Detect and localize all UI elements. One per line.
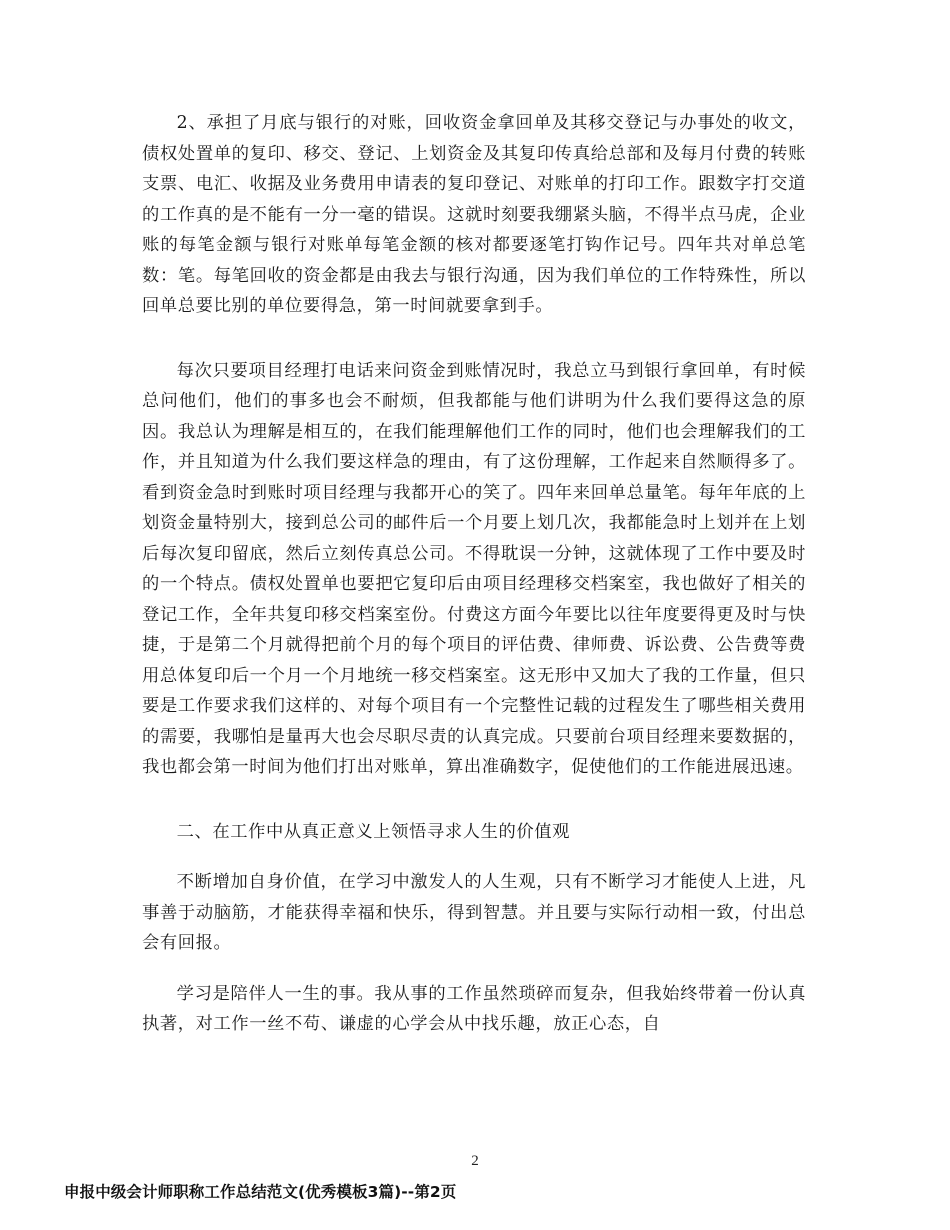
- paragraph-spacer: [142, 847, 806, 867]
- paragraph-bank-reconciliation: 2、承担了月底与银行的对账，回收资金拿回单及其移交登记与办事处的收文，债权处置单的复印、移交、登记、上划资金及其复印传真给总部和及每月付费的转账支票、电汇、收据及业务费用申请表的复印登记、对账单的打印工作。跟数字打交道的工作真的是不能有一分一毫的错误。这就时刻要我绷紧头脑，不得半点马虎，企业账的每笔金额与银行对账单每笔金额的核对都要逐笔打钩作记号。四年共对单总笔数：笔。每笔回收的资金都是由我去与银行沟通，因为我们单位的工作特殊性，所以回单总要比别的单位要得急，第一时间就要拿到手。: [142, 113, 806, 316]
- paragraph-lifelong-learning: 学习是陪伴人一生的事。我从事的工作虽然琐碎而复杂，但我始终带着一份认真执著，对工作一丝不苟、谦虚的心学会从中找乐趣，放正心态，自: [142, 983, 806, 1034]
- footer-document-title: 申报中级会计师职称工作总结范文(优秀模板3篇)--第2页: [64, 1183, 457, 1201]
- page-number: 2: [471, 1153, 479, 1169]
- paragraph-spacer: [142, 959, 806, 979]
- section-heading-life-values: 二、在工作中从真正意义上领悟寻求人生的价值观: [176, 821, 570, 842]
- paragraph-spacer: [142, 322, 806, 356]
- document-body: [142, 108, 806, 1040]
- paragraph-project-manager-receipts: 每次只要项目经理打电话来问资金到账情况时，我总立马到银行拿回单，有时候总问他们，他们的事多也会不耐烦，但我都能与他们讲明为什么我们要得这急的原因。我总认为理解是相互的，在我们能理解他们工作的同时，他们也会理解我们的工作，并且知道为什么我们要这样急的理由，有了这份理解，工作起来自然顺得多了。看到资金急时到账时项目经理与我都开心的笑了。四年来回单总量笔。每年年底的上划资金量特别大，接到总公司的邮件后一个月要上划几次，我都能急时上划并在上划后每次复印留底，然后立刻传真总公司。不得耽误一分钟，这就体现了工作中要及时的一个特点。债权处置单也要把它复印后由项目经理移交档案室，我也做好了相关的登记工作，全年共复印移交档案室份。付费这方面今年要比以往年度要得更及时与快捷，于是第二个月就得把前个月的每个项目的评估费、律师费、诉讼费、公告费等费用总体复印后一个月一个月地统一移交档案室。这无形中又加大了我的工作量，但只要是工作要求我们这样的、对每个项目有一个完整性记载的过程发生了哪些相关费用的需要，我哪怕是量再大也会尽职尽责的认真完成。只要前台项目经理来要数据的，我也都会第一时间为他们打出对账单，算出准确数字，促使他们的工作能进展迅速。: [142, 360, 806, 777]
- paragraph-self-value: 不断增加自身价值，在学习中激发人的人生观，只有不断学习才能使人上进，凡事善于动脑筋，才能获得幸福和快乐，得到智慧。并且要与实际行动相一致，付出总会有回报。: [142, 872, 806, 953]
- paragraph-spacer: [142, 783, 806, 817]
